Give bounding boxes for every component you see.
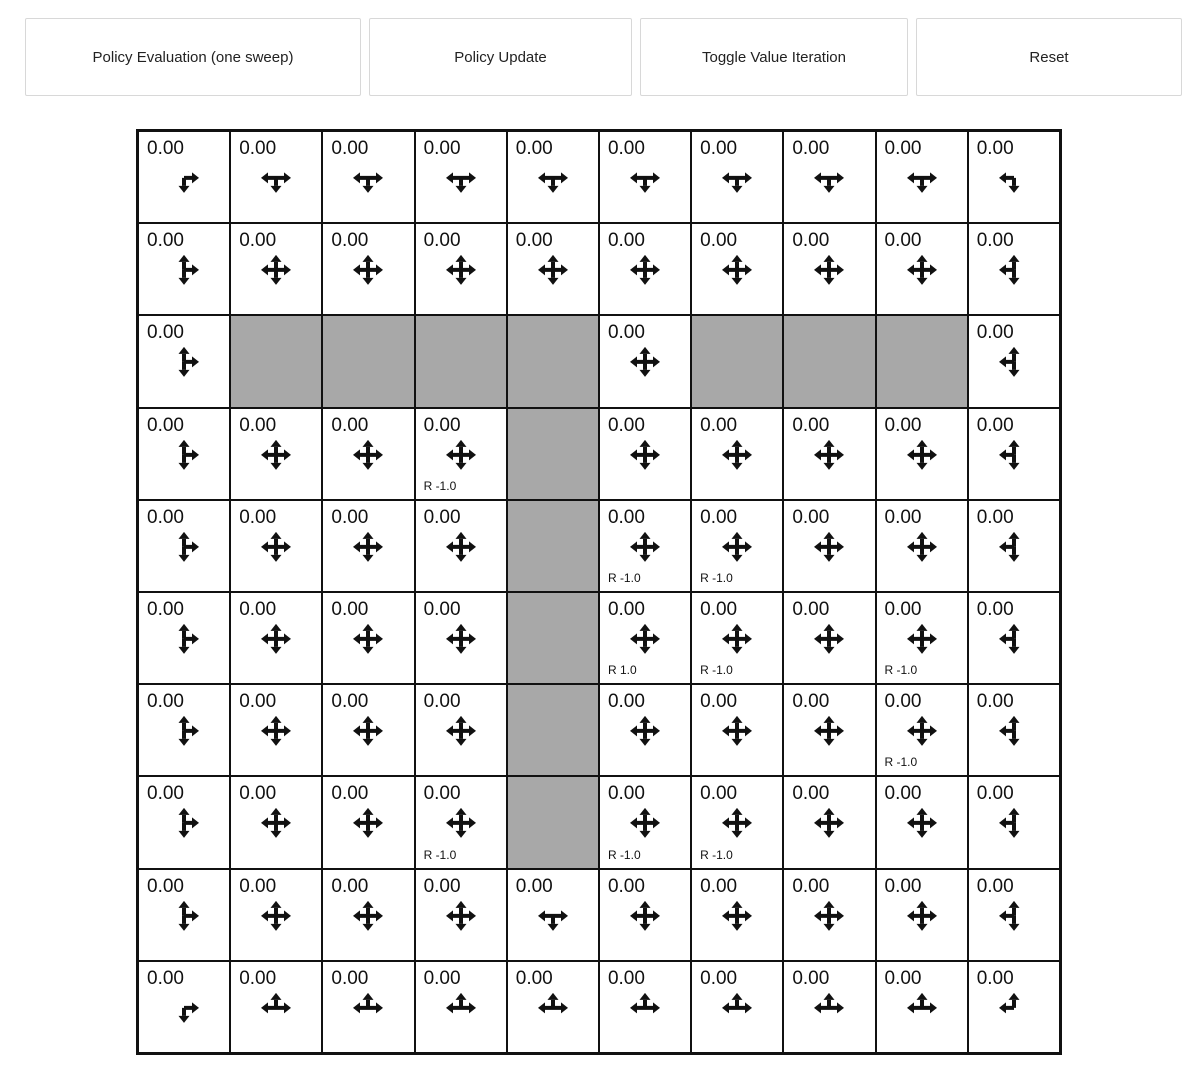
grid-cell-blocked[interactable] [506,683,600,777]
grid-cell[interactable] [321,222,415,316]
policy-arrows-icon [969,870,1059,960]
cell-value: 0.00 [792,691,830,713]
cell-value: 0.00 [976,598,1014,620]
grid-cell[interactable] [414,868,508,962]
grid-cell[interactable] [967,499,1061,593]
cell-value: 0.00 [700,506,738,528]
grid-cell-blocked[interactable] [414,314,508,408]
cell-value: 0.00 [700,875,738,897]
cell-value: 0.00 [515,230,553,252]
policy-arrows-icon [231,685,321,775]
cell-value: 0.00 [239,598,277,620]
cell-value: 0.00 [147,598,184,620]
policy-arrows-icon [877,132,967,222]
policy-arrows-icon [416,685,506,775]
policy-arrows-icon [784,132,874,222]
cell-value: 0.00 [792,967,830,989]
cell-value: 0.00 [700,230,738,252]
cell-value: 0.00 [976,967,1014,989]
grid-cell[interactable] [875,130,969,224]
cell-value: 0.00 [423,506,461,528]
grid-cell[interactable] [782,499,876,593]
grid-cell[interactable] [967,591,1061,685]
grid-cell[interactable] [598,130,692,224]
cell-value: 0.00 [239,138,277,159]
grid-cell[interactable] [875,591,969,685]
cell-value: 0.00 [331,414,369,436]
reset-button[interactable]: Reset [916,18,1182,96]
policy-arrows-icon [969,132,1059,222]
cell-value: 0.00 [239,691,277,713]
grid-cell-blocked[interactable] [506,314,600,408]
cell-value: 0.00 [792,138,830,159]
policy-arrows-icon [323,224,413,314]
grid-cell[interactable] [967,868,1061,962]
policy-arrows-icon [139,962,229,1052]
cell-value: 0.00 [423,691,461,713]
cell-reward: R -1.0 [700,570,733,585]
grid-cell-blocked[interactable] [875,314,969,408]
grid-cell[interactable] [137,130,231,224]
cell-value: 0.00 [976,230,1014,252]
policy-arrows-icon [692,685,782,775]
cell-value: 0.00 [147,138,184,159]
grid-cell[interactable] [321,407,415,501]
cell-value: 0.00 [147,230,184,252]
policy-arrows-icon [877,962,967,1052]
grid-cell[interactable] [598,591,692,685]
policy-arrows-icon [323,593,413,683]
policy-arrows-icon [231,962,321,1052]
policy-arrows-icon [784,685,874,775]
policy-arrows-icon [692,870,782,960]
grid-cell[interactable] [321,960,415,1054]
cell-value: 0.00 [423,967,461,989]
grid-cell[interactable] [690,960,784,1054]
cell-value: 0.00 [423,875,461,897]
cell-value: 0.00 [976,875,1014,897]
grid-cell[interactable] [506,960,600,1054]
cell-value: 0.00 [607,691,645,713]
policy-arrows-icon [784,777,874,867]
grid-cell[interactable] [137,499,231,593]
grid-cell[interactable] [598,407,692,501]
grid-cell[interactable] [782,775,876,869]
grid-cell[interactable] [598,499,692,593]
policy-arrows-icon [784,870,874,960]
cell-value: 0.00 [976,691,1014,713]
cell-value: 0.00 [884,138,922,159]
grid-cell[interactable] [137,314,231,408]
grid-cell-blocked[interactable] [782,314,876,408]
policy-arrows-icon [231,132,321,222]
policy-arrows-icon [323,962,413,1052]
cell-value: 0.00 [147,322,184,344]
policy-arrows-icon [969,685,1059,775]
grid-cell[interactable] [875,222,969,316]
cell-value: 0.00 [239,875,277,897]
cell-value: 0.00 [423,138,461,159]
policy-arrows-icon [323,132,413,222]
cell-value: 0.00 [423,414,461,436]
policy-arrows-icon [784,501,874,591]
grid-cell[interactable] [782,960,876,1054]
grid-cell[interactable] [782,130,876,224]
policy-arrows-icon [416,132,506,222]
policy-arrows-icon [784,962,874,1052]
grid-cell[interactable] [321,591,415,685]
cell-value: 0.00 [700,691,738,713]
grid-cell[interactable] [875,499,969,593]
cell-value: 0.00 [239,230,277,252]
grid-cell[interactable] [229,222,323,316]
cell-value: 0.00 [607,967,645,989]
cell-value: 0.00 [884,691,922,713]
cell-value: 0.00 [884,414,922,436]
grid-cell-blocked[interactable] [690,314,784,408]
grid-cell[interactable] [875,868,969,962]
grid-cell[interactable] [229,130,323,224]
cell-reward: R -1.0 [700,663,733,678]
cell-value: 0.00 [515,875,553,897]
cell-reward: R -1.0 [884,755,918,770]
grid-cell[interactable] [229,868,323,962]
grid-cell[interactable] [782,683,876,777]
cell-value: 0.00 [423,230,461,252]
cell-value: 0.00 [607,138,645,159]
grid-cell[interactable] [229,960,323,1054]
grid-cell[interactable] [506,130,600,224]
grid-cell[interactable] [137,775,231,869]
policy-arrows-icon [416,501,506,591]
grid-cell[interactable] [321,683,415,777]
grid-cell[interactable] [321,130,415,224]
grid-cell[interactable] [414,775,508,869]
grid-cell[interactable] [598,775,692,869]
cell-value: 0.00 [147,691,184,713]
cell-value: 0.00 [607,783,645,805]
toolbar [25,18,1182,96]
grid-cell[interactable] [506,868,600,962]
cell-value: 0.00 [700,414,738,436]
cell-value: 0.00 [147,967,184,989]
cell-value: 0.00 [884,967,922,989]
grid-cell[interactable] [414,591,508,685]
cell-value: 0.00 [792,230,830,252]
grid-cell[interactable] [137,407,231,501]
cell-reward: R -1.0 [607,570,641,585]
cell-value: 0.00 [976,322,1014,344]
policy-arrows-icon [139,685,229,775]
policy-arrows-icon [969,501,1059,591]
cell-value: 0.00 [147,783,184,805]
cell-reward: R -1.0 [423,478,457,493]
policy-arrows-icon [600,316,690,406]
grid-cell[interactable] [598,222,692,316]
policy-arrows-icon [692,409,782,499]
cell-reward: R 1.0 [607,663,637,678]
grid-cell-blocked[interactable] [321,314,415,408]
policy-arrows-icon [692,132,782,222]
policy-arrows-icon [139,870,229,960]
policy-arrows-icon [969,777,1059,867]
policy-evaluation-button[interactable]: Policy Evaluation (one sweep) [25,18,361,96]
cell-value: 0.00 [331,783,369,805]
policy-arrows-icon [416,870,506,960]
cell-reward: R -1.0 [423,847,457,862]
policy-arrows-icon [416,593,506,683]
grid-cell[interactable] [875,407,969,501]
grid-cell[interactable] [967,683,1061,777]
policy-arrows-icon [969,409,1059,499]
policy-arrows-icon [323,777,413,867]
policy-arrows-icon [969,962,1059,1052]
toggle-value-iteration-button[interactable]: Toggle Value Iteration [640,18,908,96]
cell-value: 0.00 [239,506,277,528]
grid-cell[interactable] [782,222,876,316]
grid-cell[interactable] [137,591,231,685]
policy-arrows-icon [139,316,229,406]
cell-value: 0.00 [607,506,645,528]
policy-arrows-icon [600,224,690,314]
grid-cell-blocked[interactable] [506,591,600,685]
policy-arrows-icon [231,777,321,867]
gridworld-border [136,129,1062,1055]
cell-value: 0.00 [239,414,277,436]
policy-arrows-icon [600,409,690,499]
cell-value: 0.00 [607,230,645,252]
cell-value: 0.00 [331,506,369,528]
grid-cell[interactable] [967,407,1061,501]
cell-value: 0.00 [792,506,830,528]
grid-cell[interactable] [690,591,784,685]
grid-cell[interactable] [690,130,784,224]
policy-arrows-icon [692,962,782,1052]
policy-arrows-icon [139,777,229,867]
grid-cell[interactable] [690,222,784,316]
policy-arrows-icon [508,962,598,1052]
cell-reward: R -1.0 [607,847,641,862]
policy-arrows-icon [139,132,229,222]
grid-cell[interactable] [598,868,692,962]
grid-cell[interactable] [229,683,323,777]
policy-arrows-icon [784,593,874,683]
policy-arrows-icon [877,501,967,591]
policy-arrows-icon [231,501,321,591]
cell-value: 0.00 [884,598,922,620]
cell-value: 0.00 [423,783,461,805]
cell-value: 0.00 [792,783,830,805]
cell-value: 0.00 [884,506,922,528]
grid-cell-blocked[interactable] [229,314,323,408]
grid-cell[interactable] [414,499,508,593]
policy-arrows-icon [877,409,967,499]
grid-cell[interactable] [598,683,692,777]
policy-arrows-icon [600,962,690,1052]
cell-value: 0.00 [331,598,369,620]
grid-cell[interactable] [321,868,415,962]
grid-cell[interactable] [321,775,415,869]
grid-cell[interactable] [690,407,784,501]
policy-arrows-icon [139,593,229,683]
policy-update-button[interactable]: Policy Update [369,18,632,96]
cell-value: 0.00 [331,230,369,252]
grid-cell[interactable] [967,314,1061,408]
grid-cell[interactable] [782,591,876,685]
grid-cell[interactable] [321,499,415,593]
gridworld-grid [138,131,1060,1053]
grid-cell-blocked[interactable] [506,775,600,869]
policy-arrows-icon [600,870,690,960]
cell-value: 0.00 [700,138,738,159]
grid-cell[interactable] [690,775,784,869]
policy-arrows-icon [692,224,782,314]
policy-arrows-icon [784,224,874,314]
cell-value: 0.00 [607,875,645,897]
cell-value: 0.00 [792,598,830,620]
grid-cell[interactable] [414,683,508,777]
cell-value: 0.00 [792,414,830,436]
grid-cell[interactable] [967,222,1061,316]
policy-arrows-icon [600,685,690,775]
policy-arrows-icon [139,409,229,499]
cell-value: 0.00 [884,230,922,252]
grid-cell[interactable] [229,407,323,501]
policy-arrows-icon [969,316,1059,406]
grid-cell[interactable] [967,130,1061,224]
policy-arrows-icon [323,501,413,591]
cell-value: 0.00 [700,783,738,805]
cell-value: 0.00 [792,875,830,897]
policy-arrows-icon [231,870,321,960]
grid-cell[interactable] [967,775,1061,869]
policy-arrows-icon [323,409,413,499]
policy-arrows-icon [323,685,413,775]
cell-value: 0.00 [976,414,1014,436]
grid-cell[interactable] [875,683,969,777]
policy-arrows-icon [416,962,506,1052]
cell-value: 0.00 [976,506,1014,528]
cell-value: 0.00 [331,875,369,897]
grid-cell[interactable] [875,775,969,869]
policy-arrows-icon [877,777,967,867]
policy-arrows-icon [139,224,229,314]
policy-arrows-icon [231,409,321,499]
grid-cell[interactable] [137,960,231,1054]
cell-value: 0.00 [331,138,369,159]
policy-arrows-icon [969,224,1059,314]
grid-cell[interactable] [229,775,323,869]
grid-cell[interactable] [875,960,969,1054]
grid-cell[interactable] [229,499,323,593]
grid-cell[interactable] [137,222,231,316]
grid-cell[interactable] [414,960,508,1054]
grid-cell[interactable] [967,960,1061,1054]
policy-arrows-icon [323,870,413,960]
cell-value: 0.00 [700,967,738,989]
cell-value: 0.00 [700,598,738,620]
cell-value: 0.00 [331,691,369,713]
grid-cell[interactable] [690,683,784,777]
cell-value: 0.00 [884,783,922,805]
policy-arrows-icon [784,409,874,499]
cell-value: 0.00 [976,783,1014,805]
policy-arrows-icon [600,132,690,222]
grid-cell[interactable] [690,499,784,593]
grid-cell[interactable] [414,222,508,316]
cell-value: 0.00 [515,138,553,159]
grid-cell[interactable] [229,591,323,685]
cell-reward: R -1.0 [884,663,918,678]
cell-value: 0.00 [607,322,645,344]
grid-cell[interactable] [782,407,876,501]
grid-cell[interactable] [506,222,600,316]
grid-cell[interactable] [414,407,508,501]
cell-value: 0.00 [607,598,645,620]
policy-arrows-icon [969,593,1059,683]
grid-cell-blocked[interactable] [506,407,600,501]
grid-cell[interactable] [598,314,692,408]
policy-arrows-icon [231,593,321,683]
cell-value: 0.00 [147,875,184,897]
grid-cell[interactable] [690,868,784,962]
grid-cell[interactable] [782,868,876,962]
cell-value: 0.00 [239,783,277,805]
policy-arrows-icon [139,501,229,591]
grid-cell[interactable] [598,960,692,1054]
cell-value: 0.00 [515,967,553,989]
grid-cell[interactable] [137,868,231,962]
cell-reward: R -1.0 [700,847,733,862]
cell-value: 0.00 [423,598,461,620]
policy-arrows-icon [231,224,321,314]
policy-arrows-icon [508,224,598,314]
cell-value: 0.00 [147,414,184,436]
policy-arrows-icon [508,870,598,960]
cell-value: 0.00 [331,967,369,989]
cell-value: 0.00 [884,875,922,897]
policy-arrows-icon [416,224,506,314]
policy-arrows-icon [508,132,598,222]
cell-value: 0.00 [147,506,184,528]
cell-value: 0.00 [976,138,1014,159]
grid-cell-blocked[interactable] [506,499,600,593]
cell-value: 0.00 [239,967,277,989]
policy-arrows-icon [877,224,967,314]
policy-arrows-icon [877,870,967,960]
grid-cell[interactable] [137,683,231,777]
grid-cell[interactable] [414,130,508,224]
cell-value: 0.00 [607,414,645,436]
